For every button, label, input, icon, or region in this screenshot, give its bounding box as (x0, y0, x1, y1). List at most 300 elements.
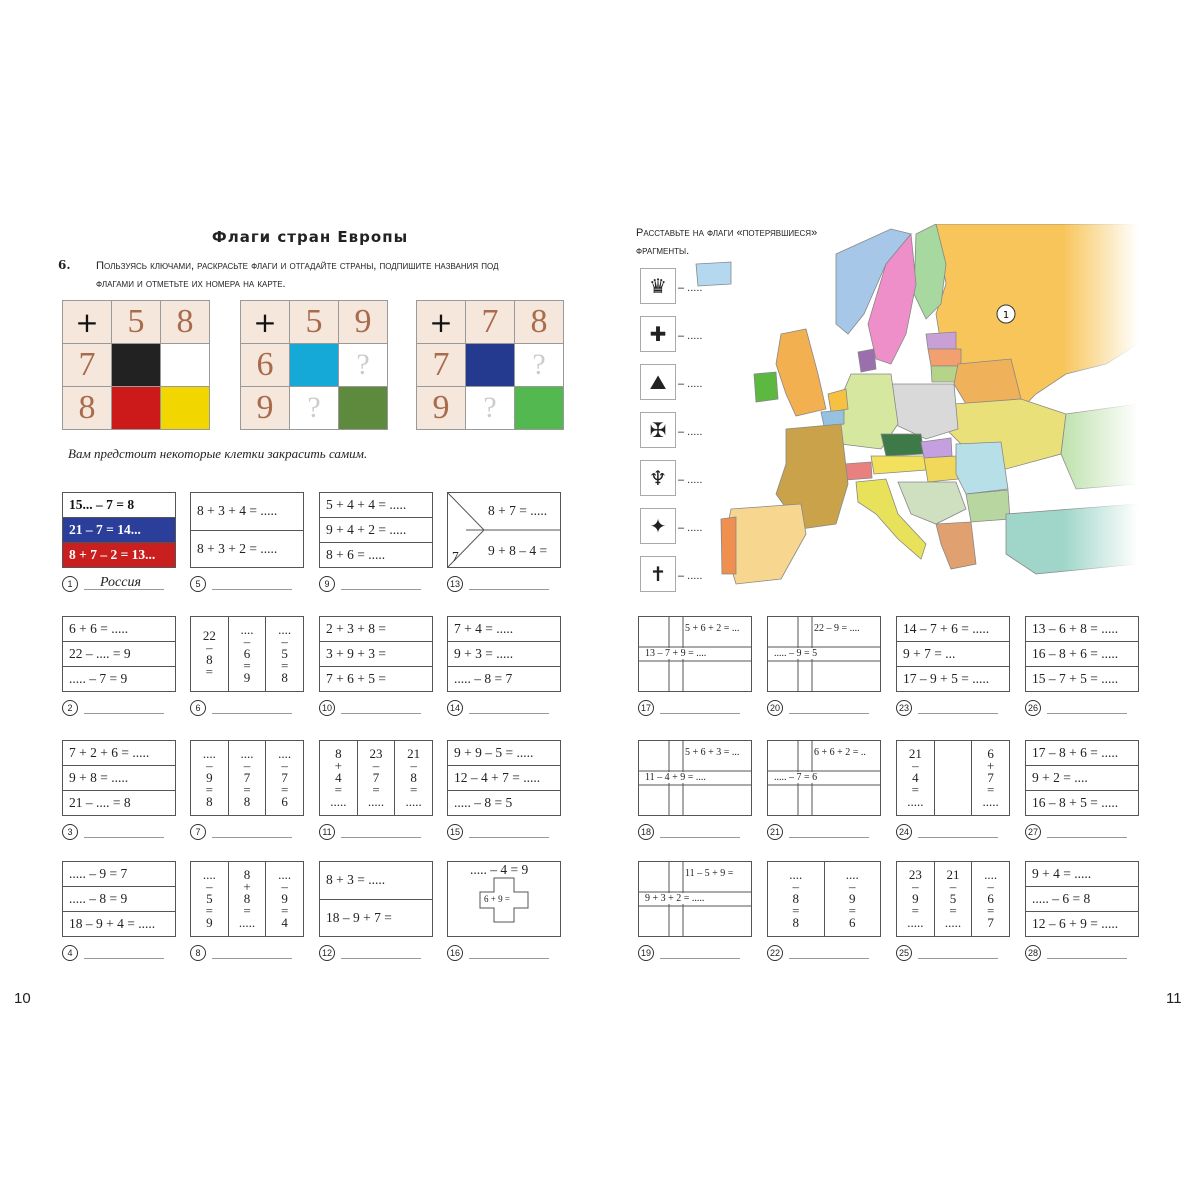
answer-line[interactable] (469, 712, 549, 714)
exercise-number: 24 (896, 824, 912, 840)
exercise-number: 12 (319, 945, 335, 961)
equation: 18 – 9 + 7 = (326, 909, 392, 925)
equation: ..... – 8 = 5 (454, 795, 513, 810)
answer-line[interactable] (341, 712, 421, 714)
column-cell: – (281, 879, 288, 894)
column-cell: – (206, 640, 213, 655)
equation: ..... – 7 = 6 (774, 772, 818, 783)
fragment-answer: – ..... (678, 378, 703, 390)
flag-exercise-12[interactable] (319, 861, 433, 937)
column-cell: = (911, 903, 919, 918)
equation: 9 + 2 = .... (1026, 766, 1138, 791)
equation: 5 + 6 + 3 = ... (685, 747, 740, 758)
flag-exercise-2[interactable] (62, 616, 176, 692)
column-cell: = (281, 658, 289, 673)
equation-column (229, 862, 267, 936)
column-cell: – (849, 879, 856, 894)
equation: 12 – 6 + 9 = ..... (1032, 916, 1119, 931)
equation: 6 + 9 = (484, 894, 510, 904)
column-cell: = (243, 658, 251, 673)
column-cell: .... (789, 867, 803, 882)
equation: ..... – 9 = 5 (774, 648, 818, 659)
column-cell: = (243, 903, 251, 918)
column-cell: – (206, 758, 213, 773)
equation: 8 + 7 = ..... (488, 503, 548, 518)
column-cell: – (987, 879, 994, 894)
column-cell: – (243, 758, 251, 773)
flag-exercise-24[interactable] (896, 740, 1010, 816)
equation: ..... – 8 = 9 (63, 887, 175, 912)
equation: 18 – 9 + 4 = ..... (69, 916, 156, 931)
column-cell: .... (984, 867, 998, 882)
flag-exercise-19[interactable] (638, 861, 752, 937)
equation: 9 + 4 + 2 = ..... (320, 518, 432, 543)
operator: + (63, 301, 112, 344)
flag-exercise-5[interactable] (190, 492, 304, 568)
fragment-answer: – ..... (678, 474, 703, 486)
key-cell[interactable] (161, 344, 210, 387)
answer-line[interactable] (212, 957, 292, 959)
column-cell: 23 (369, 746, 383, 761)
column-cell: ..... (238, 915, 256, 930)
column-cell: + (334, 758, 342, 773)
answer-line[interactable] (660, 836, 740, 838)
column-cell: 8 (792, 891, 799, 906)
exercise-number: 15 (447, 824, 463, 840)
answer-line[interactable] (918, 957, 998, 959)
exercise-number: 4 (62, 945, 78, 961)
column-cell: .... (202, 746, 216, 761)
equation: 8 + 7 – 2 = 13... (63, 543, 175, 567)
equation: 11 – 4 + 9 = .... (645, 772, 706, 783)
map-question: Расставьте на флаги «потерявшиеся» фрагменты. (636, 227, 818, 257)
equation-column (935, 862, 973, 936)
coat-of-arms-icon[interactable]: ✚ (640, 316, 676, 352)
equation: 22 – 9 = .... (814, 623, 860, 634)
equation: ..... – 6 = 8 (1026, 887, 1138, 912)
exercise-number: 9 (319, 576, 335, 592)
answer-line[interactable] (1047, 957, 1127, 959)
column-cell: .... (278, 867, 292, 882)
column-cell: = (205, 782, 213, 797)
answer-line[interactable] (789, 957, 869, 959)
answer-line[interactable] (341, 957, 421, 959)
operator: + (417, 301, 466, 344)
column-cell: – (912, 879, 919, 894)
equation-column (972, 862, 1009, 936)
exercise-number: 22 (767, 945, 783, 961)
note-text: Вам предстоит некоторые клетки закрасить самим. (68, 446, 368, 461)
column-cell: .... (845, 867, 859, 882)
equation: 7 + 4 = ..... (448, 617, 560, 642)
key-cell[interactable] (339, 387, 388, 430)
flag-exercise-27[interactable] (1025, 740, 1139, 816)
key-cell[interactable] (112, 344, 161, 387)
key-cell[interactable]: ? (515, 344, 564, 387)
map-svg (636, 224, 1138, 594)
column-cell: 7 (243, 770, 251, 785)
flag-exercise-23[interactable] (896, 616, 1010, 692)
exercise-number: 11 (319, 824, 335, 840)
flag-exercise-3[interactable] (62, 740, 176, 816)
column-cell: = (334, 782, 342, 797)
equation-column (229, 617, 267, 691)
europe-map (636, 224, 1138, 594)
exercise-number: 7 (190, 824, 206, 840)
column-cell: 9 (849, 891, 856, 906)
key-cell[interactable] (290, 344, 339, 387)
column-cell: – (243, 634, 251, 649)
equation: 6 + 6 = ..... (63, 617, 175, 642)
exercise-number: 1 (62, 576, 78, 592)
exercise-number: 19 (638, 945, 654, 961)
flag-exercise-21[interactable] (767, 740, 881, 816)
column-cell: 8 (243, 794, 251, 809)
equation-column (972, 741, 1009, 815)
answer-line[interactable] (1047, 712, 1127, 714)
key-cell[interactable] (112, 387, 161, 430)
flag-exercise-13[interactable] (447, 492, 561, 568)
key-cell[interactable]: ? (339, 344, 388, 387)
column-cell: – (372, 758, 380, 773)
task-number: 6. (58, 258, 71, 272)
equation-column (897, 862, 935, 936)
answer-line[interactable] (84, 712, 164, 714)
equation-column (768, 862, 825, 936)
answer-line[interactable] (660, 957, 740, 959)
column-cell: 8 (243, 867, 251, 882)
exercise-number: 17 (638, 700, 654, 716)
column-cell: – (949, 879, 957, 894)
equation: 17 – 9 + 5 = ..... (903, 671, 990, 686)
exercise-number: 25 (896, 945, 912, 961)
coat-of-arms-icon[interactable]: ✝ (640, 556, 676, 592)
exercise-number: 14 (447, 700, 463, 716)
column-cell: .... (278, 746, 292, 761)
column-cell: .... (240, 746, 254, 761)
column-cell: = (372, 782, 380, 797)
column-cell: 4 (912, 770, 919, 785)
equation-column (320, 741, 358, 815)
exercise-number: 16 (447, 945, 463, 961)
exercise-number: 26 (1025, 700, 1041, 716)
exercise-number: 20 (767, 700, 783, 716)
column-cell: 21 (908, 746, 922, 761)
flag-exercise-15[interactable] (447, 740, 561, 816)
coat-of-arms-icon[interactable]: ✦ (640, 508, 676, 544)
column-cell: 8 (206, 652, 213, 667)
equation-column (935, 741, 973, 815)
column-cell: 9 (243, 670, 251, 685)
flag-exercise-1[interactable] (62, 492, 176, 568)
equation: 8 + 3 + 4 = ..... (191, 493, 303, 531)
equation-column (191, 862, 229, 936)
equation: 7 + 2 + 6 = ..... (63, 741, 175, 766)
key-row: 9 (241, 387, 290, 430)
exercise-number: 3 (62, 824, 78, 840)
column-cell: 5 (949, 891, 957, 906)
equation: 8 + 3 = ..... (320, 862, 432, 900)
key-col: 8 (161, 301, 210, 344)
flag-exercise-17[interactable] (638, 616, 752, 692)
flag-exercise-6[interactable] (190, 616, 304, 692)
equation: 11 – 5 + 9 = (685, 868, 734, 879)
equation-column (266, 862, 303, 936)
column-cell: = (243, 782, 251, 797)
exercise-number: 6 (190, 700, 206, 716)
equation: 17 – 8 + 6 = ..... (1026, 741, 1138, 766)
equation: 9 + 3 = ..... (448, 642, 560, 667)
equation-column (358, 741, 396, 815)
equation: 9 + 4 = ..... (1026, 862, 1138, 887)
flag-exercise-20[interactable] (767, 616, 881, 692)
key-row: 6 (241, 344, 290, 387)
flag-exercise-14[interactable] (447, 616, 561, 692)
column-cell: 6 (243, 646, 251, 661)
task-instruction: Пользуясь ключами, раскрасьте флаги и отгадайте страны, подпишите названия под флагами и отметьте их номера на карте. (96, 260, 499, 290)
column-cell: = (848, 903, 856, 918)
coat-of-arms-icon[interactable]: ♛ (640, 268, 676, 304)
column-cell: = (987, 903, 995, 918)
exercise-number: 23 (896, 700, 912, 716)
key-cell[interactable] (515, 387, 564, 430)
answer-line[interactable] (212, 588, 292, 590)
column-cell: 7 (281, 770, 288, 785)
column-cell: 8 (243, 891, 251, 906)
equation: 9 + 8 – 4 = (488, 543, 548, 558)
key-col: 5 (112, 301, 161, 344)
operator: + (241, 301, 290, 344)
equation: 15 – 7 + 5 = ..... (1032, 671, 1119, 686)
equation: ..... – 8 = 7 (454, 671, 513, 686)
coat-of-arms-icon[interactable]: ⛰ (640, 364, 676, 400)
equation: 15... – 7 = 8 (63, 493, 175, 518)
key-row: 7 (63, 344, 112, 387)
column-cell: 4 (281, 915, 288, 930)
equation: ..... – 9 = 7 (63, 862, 175, 887)
column-cell: 6 (987, 891, 994, 906)
column-cell: .... (240, 622, 254, 637)
flag-exercise-28[interactable] (1025, 861, 1139, 937)
column-cell: = (911, 782, 919, 797)
flag-exercise-9[interactable] (319, 492, 433, 568)
equation-column (395, 741, 432, 815)
key-col: 5 (290, 301, 339, 344)
equation: 13 – 7 + 9 = .... (645, 648, 707, 659)
column-cell: 5 (206, 891, 213, 906)
equation: 21 – .... = 8 (69, 795, 131, 810)
column-cell: ..... (944, 915, 962, 930)
column-cell: 9 (206, 915, 213, 930)
column-cell: – (792, 879, 799, 894)
flag-exercise-8[interactable] (190, 861, 304, 937)
equation: 8 + 3 + 2 = ..... (197, 540, 278, 556)
equation: 7 + 6 + 5 = (326, 671, 386, 686)
equation: 8 + 6 = ..... (326, 547, 386, 562)
column-cell: 22 (202, 628, 216, 643)
answer-line[interactable] (918, 836, 998, 838)
key-row: 9 (417, 387, 466, 430)
equation-column (897, 741, 935, 815)
exercise-number: 2 (62, 700, 78, 716)
equation-column (266, 741, 303, 815)
exercise-number: 27 (1025, 824, 1041, 840)
page-number-right: 11 (1166, 990, 1182, 1007)
key-cell[interactable]: ? (290, 387, 339, 430)
equation: 5 + 6 + 2 = ... (685, 623, 740, 634)
answer-line[interactable] (469, 836, 549, 838)
column-cell: 7 (987, 915, 994, 930)
equation: 5 + 4 + 4 = ..... (320, 493, 432, 518)
answer-line[interactable] (469, 957, 549, 959)
column-cell: – (281, 758, 288, 773)
exercise-number: 28 (1025, 945, 1041, 961)
key-cell[interactable] (161, 387, 210, 430)
answer-line[interactable] (341, 836, 421, 838)
column-cell: = (281, 903, 289, 918)
column-cell: = (949, 903, 957, 918)
exercise-number: 10 (319, 700, 335, 716)
flag-exercise-4[interactable] (62, 861, 176, 937)
key-grid-1 (62, 300, 210, 430)
column-cell: = (410, 782, 418, 797)
key-row: 8 (63, 387, 112, 430)
column-cell: 8 (206, 794, 213, 809)
equation: 9 + 9 – 5 = ..... (448, 741, 560, 766)
fragment-answer: – ..... (678, 570, 703, 582)
flag-exercise-16[interactable] (447, 861, 561, 937)
column-cell: 8 (281, 670, 288, 685)
equation: ..... – 4 = 9 (470, 862, 529, 877)
column-cell: 4 (335, 770, 342, 785)
answer-line[interactable] (789, 836, 869, 838)
exercise-number: 18 (638, 824, 654, 840)
answer-line[interactable] (660, 712, 740, 714)
column-cell: 9 (912, 891, 919, 906)
exercise-number: 8 (190, 945, 206, 961)
key-grid-3 (416, 300, 564, 430)
answer-line[interactable] (918, 712, 998, 714)
column-cell: 5 (281, 646, 288, 661)
map-marker-label: 1 (1002, 310, 1010, 321)
exercise-number: 5 (190, 576, 206, 592)
key-col: 7 (466, 301, 515, 344)
column-cell: 8 (410, 770, 417, 785)
fragment-answer: – ..... (678, 330, 703, 342)
flag-exercise-26[interactable] (1025, 616, 1139, 692)
column-cell: = (205, 664, 213, 679)
column-cell: = (987, 782, 995, 797)
column-cell: ..... (330, 794, 347, 809)
equation: 13 – 6 + 8 = ..... (1026, 617, 1138, 642)
column-cell: + (987, 758, 995, 773)
coat-of-arms-icon[interactable]: ♆ (640, 460, 676, 496)
equation: 6 + 6 + 2 = .. (814, 747, 866, 758)
column-cell: – (912, 758, 919, 773)
equation-column (266, 617, 303, 691)
fragment-answer: – ..... (678, 282, 703, 294)
column-cell: = (281, 782, 289, 797)
equation-column (229, 741, 267, 815)
equation-column (191, 741, 229, 815)
flag-exercise-11[interactable] (319, 740, 433, 816)
answer-line[interactable] (212, 836, 292, 838)
exercise-number: 13 (447, 576, 463, 592)
column-cell: 8 (792, 915, 799, 930)
answer-text: Россия (100, 575, 141, 590)
column-cell: + (243, 879, 251, 894)
answer-line[interactable] (212, 712, 292, 714)
fragment-answer: – ..... (678, 522, 703, 534)
exercise-number: 21 (767, 824, 783, 840)
equation: 14 – 7 + 6 = ..... (897, 617, 1009, 642)
answer-line[interactable] (341, 588, 421, 590)
column-cell: 21 (407, 746, 421, 761)
flag-exercise-7[interactable] (190, 740, 304, 816)
flag-exercise-22[interactable] (767, 861, 881, 937)
column-cell: .... (278, 622, 292, 637)
column-cell: 6 (987, 746, 994, 761)
answer-line[interactable] (789, 712, 869, 714)
column-cell: 8 (335, 746, 342, 761)
key-col: 8 (515, 301, 564, 344)
column-cell: = (205, 903, 213, 918)
key-cell[interactable] (466, 344, 515, 387)
key-cell[interactable]: ? (466, 387, 515, 430)
equation: 2 + 3 + 8 = (320, 617, 432, 642)
page-title: Флаги стран Европы (211, 228, 409, 246)
page-number-left: 10 (14, 990, 31, 1007)
equation: 3 + 9 + 3 = (320, 642, 432, 667)
key-col: 9 (339, 301, 388, 344)
column-cell: ..... (367, 794, 385, 809)
answer-line[interactable] (469, 588, 549, 590)
column-cell: – (410, 758, 417, 773)
column-cell: ..... (907, 915, 924, 930)
equation: 22 – .... = 9 (63, 642, 175, 667)
column-cell: 6 (849, 915, 856, 930)
column-cell: ..... (982, 794, 999, 809)
column-cell: – (281, 634, 288, 649)
column-cell: 21 (946, 867, 960, 882)
column-cell: 7 (372, 770, 380, 785)
column-cell: ..... (405, 794, 422, 809)
flag-exercise-18[interactable] (638, 740, 752, 816)
flag-exercise-10[interactable] (319, 616, 433, 692)
column-cell: 23 (908, 867, 922, 882)
answer-line[interactable] (1047, 836, 1127, 838)
answer-line[interactable] (84, 836, 164, 838)
column-cell: ..... (907, 794, 924, 809)
equation: 9 + 7 = ... (897, 642, 1009, 667)
flag-exercise-25[interactable] (896, 861, 1010, 937)
equation: ..... – 7 = 9 (69, 671, 128, 686)
column-cell: 6 (281, 794, 288, 809)
key-row: 7 (417, 344, 466, 387)
equation: 9 + 8 = ..... (63, 766, 175, 791)
key-grid-2 (240, 300, 388, 430)
equation: 7 (452, 549, 459, 564)
equation: 21 – 7 = 14... (63, 518, 175, 543)
equation: 16 – 8 + 5 = ..... (1032, 795, 1119, 810)
coat-of-arms-icon[interactable]: ✠ (640, 412, 676, 448)
answer-line[interactable] (84, 957, 164, 959)
equation: 9 + 3 + 2 = ..... (645, 893, 705, 904)
column-cell: – (206, 879, 213, 894)
equation: 12 – 4 + 7 = ..... (448, 766, 560, 791)
fragment-answer: – ..... (678, 426, 703, 438)
column-cell: = (792, 903, 800, 918)
